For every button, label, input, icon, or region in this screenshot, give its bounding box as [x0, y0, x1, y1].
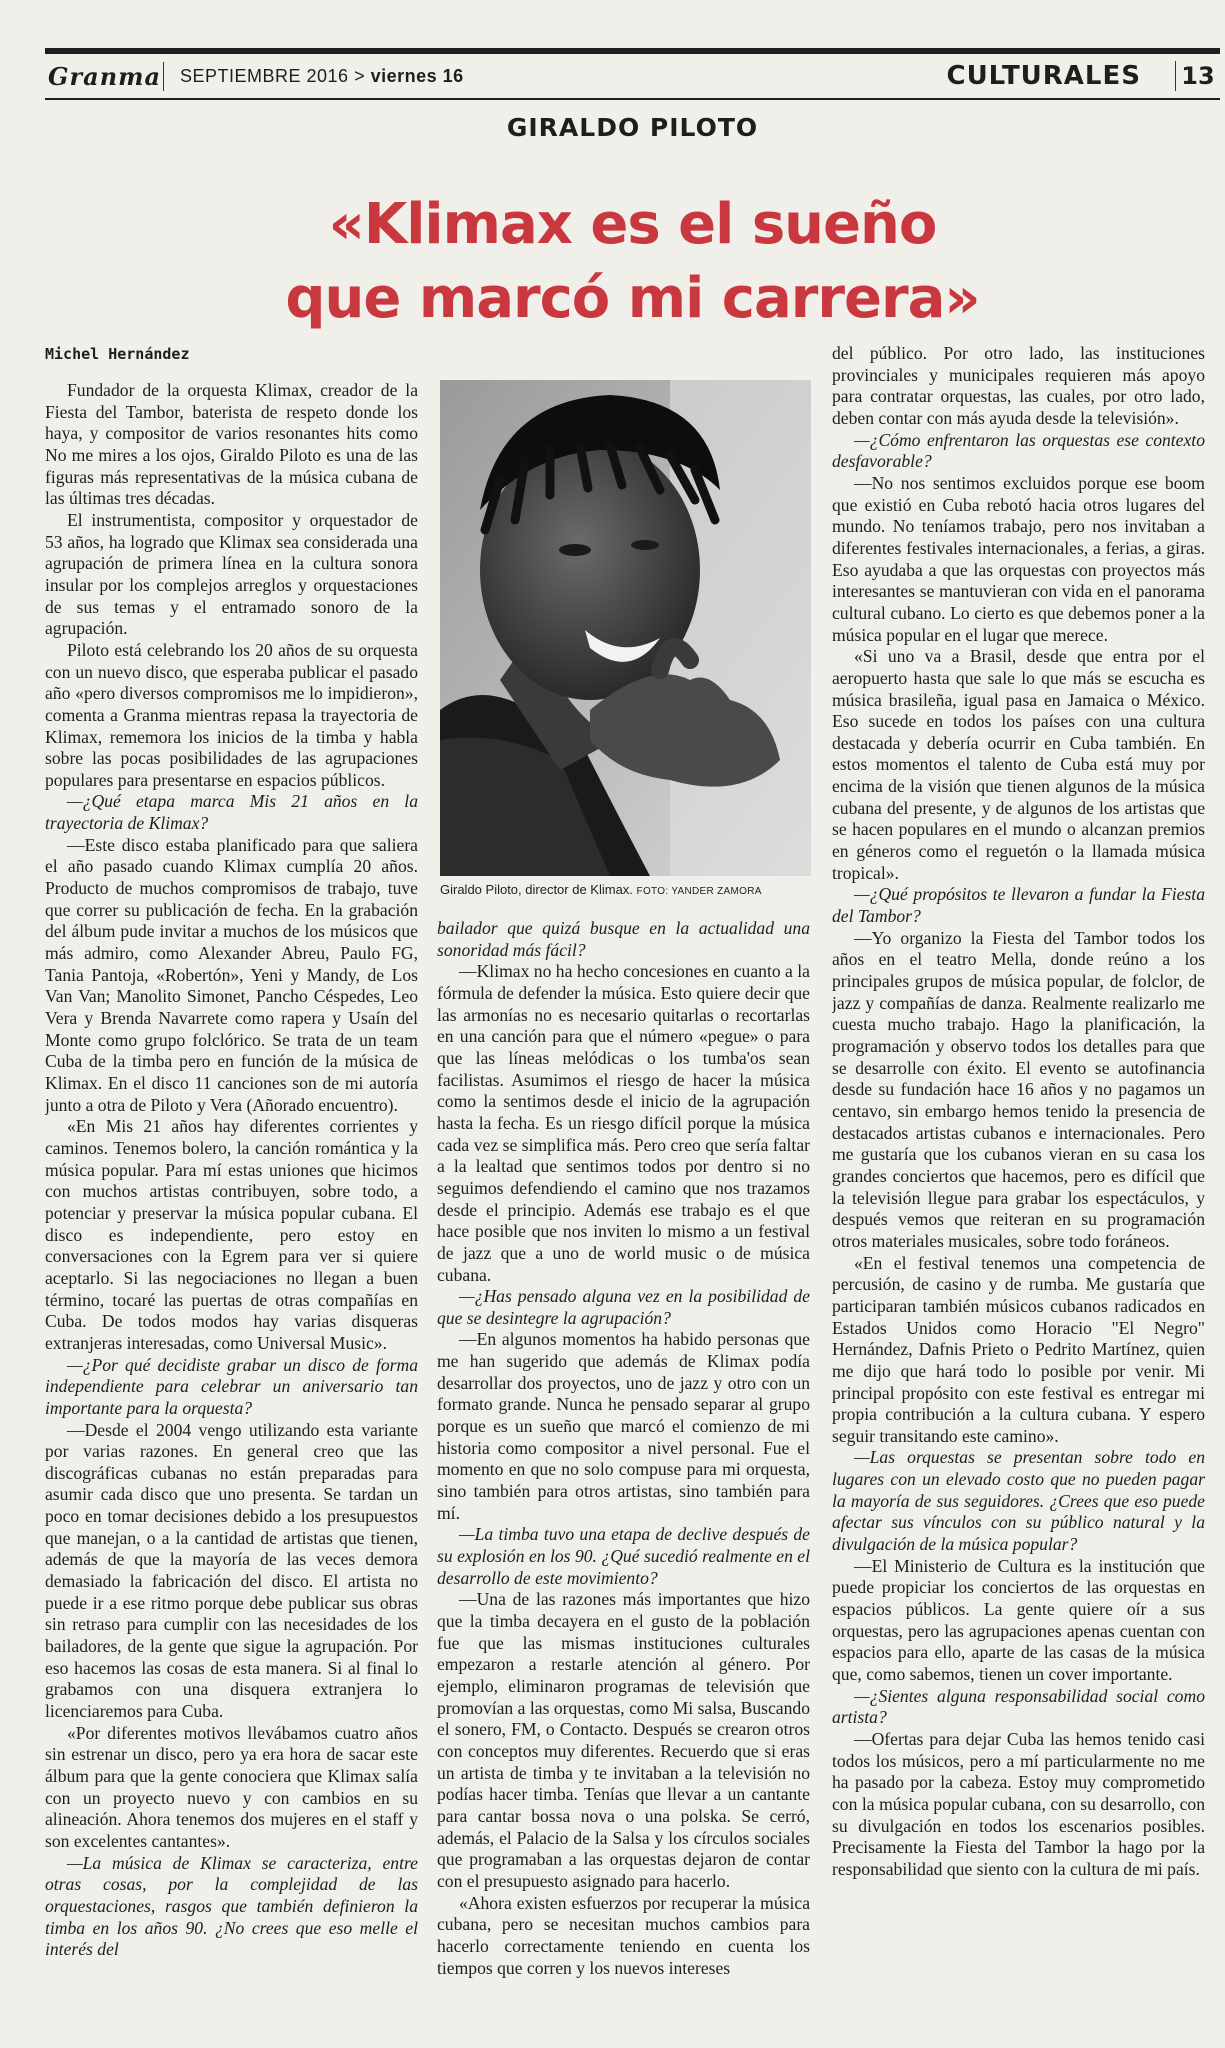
article-paragraph: Fundador de la orquesta Klimax, creador de la Fiesta del Tambor, baterista de respeto donde los haya, y compositor de varios resonantes hits como No me mires a los ojos, Giraldo Piloto es una de las figuras más representativas de la música cubana de las últimas tres décadas.	[45, 380, 418, 509]
issue-date	[164, 66, 946, 87]
article-paragraph: —El Ministerio de Cultura es la institución que puede propiciar los conciertos de las orquestas en espacios públicos. La gente quiere oír a sus orquestas, pero las agrupaciones apenas cuentan con espacios para ello, aparte de las casas de la música que, como sabemos, tienen un cover importante.	[832, 1555, 1205, 1685]
interview-question: —La timba tuvo una etapa de declive después de su explosión en los 90. ¿Qué sucedió realmente en el desarrollo de este movimiento?	[437, 1524, 810, 1588]
article-paragraph: —No nos sentimos excluidos porque ese boom que existió en Cuba rebotó hacia otros lugares del mundo. No teníamos trabajo, pero nos invitaban a diferentes festivales internacionales, a ferias, a giras. Eso ayudaba a que las orquestas con proyectos más interesantes se mantuvieran con vida en el panorama cultural cubano. Lo cierto es que debemos poner a la música popular en el lugar que merece.	[832, 472, 1205, 645]
article-paragraph: —Una de las razones más importantes que hizo que la timba decayera en el gusto de la población fue que las mismas instituciones culturales empezaron a restarle atención al género. Por ejemplo, eliminaron programas de televisión que promovían a las orquestas, como Mi salsa, Buscando el sonero, FM, o Contacto. Después se crearon otros con conceptos muy diferentes. Recuerdo que si eras un artista de timba y te invitaban a la televisión no podías hacer timba. Tenías que llevar a un cantante para cantar bossa nova o una polska. Se cerró, además, el Palacio de la Salsa y los círculos sociales que programaban a las orquestas dejaron de contar con el presupuesto asignado para hacerlo.	[437, 1589, 810, 1891]
article-kicker: GIRALDO PILOTO	[506, 113, 759, 142]
article-paragraph: «Por diferentes motivos llevábamos cuatro años sin estrenar un disco, pero ya era hora de sacar este álbum para que la gente conociera que Klimax salía con un proyecto nuevo y con cambios en su alineación. Ahora tenemos dos mujeres en el staff y son excelentes cantantes».	[45, 1722, 418, 1851]
article-paragraph: del público. Por otro lado, las instituciones provinciales y municipales requieren más apoyo para contratar orquestas, las cuales, por otro lado, deben contar con más ayuda desde la televisión».	[832, 343, 1205, 428]
interview-question: —¿Qué etapa marca Mis 21 años en la trayectoria de Klimax?	[45, 791, 418, 834]
photo-credit: FOTO: YANDER ZAMORA	[636, 886, 762, 897]
article-paragraph: —En algunos momentos ha habido personas que me han sugerido que además de Klimax podía desarrollar dos proyectos, uno de jazz y otro con un formato grande. Nunca he pensado separar al grupo porque es un sueño que marcó el comienzo de mi historia como compositor a nivel personal. Fue el momento en que no solo compuse para mi orquesta, sino también para otros artistas, sino también para mí.	[437, 1329, 810, 1523]
headline-line-2: que marcó mi carrera»	[285, 266, 980, 331]
article-photo	[440, 380, 811, 876]
article-paragraph: —Klimax no ha hecho concesiones en cuanto a la fórmula de defender la música. Esto quiere decir que las armonías no es necesario quitarlas o recortarlas en una canción para que el número «pegue» o para que las líneas melódicas o los tumba'os sean facilistas. Asumimos el riesgo de hacer la música como la sentimos desde el inicio de la agrupación hasta la fecha. Es un riesgo difícil porque la música cada vez se simplifica más. Pero creo que sería faltar a la lealtad que sentimos todos por dentro si no seguimos defendiendo el camino que nos trazamos desde el principio. Además ese trabajo es el que hace posible que nos inviten lo mismo a un festival de jazz que a uno de world music o de música cubana.	[437, 961, 810, 1285]
article-paragraph: «En el festival tenemos una competencia de percusión, de casino y de rumba. Me gustaría que participaran también músicos cubanos radicados en Estados Unidos como Horacio "El Negro" Hernández, Dafnis Prieto o Pedrito Martínez, quien me dijo que hará todo lo posible por venir. Mi principal propósito con este festival es entregar mi propia contribución a la cultura cubana. Y espero seguir transitando este camino».	[832, 1252, 1205, 1446]
issue-date-month: SEPTIEMBRE 2016 >	[180, 65, 366, 86]
article-paragraph: —Yo organizo la Fiesta del Tambor todos los años en el teatro Mella, donde reúno a los principales grupos de música popular, de folclor, de jazz y compañías de danza. Realmente realizarlo me cuesta mucho trabajo. Hago la planificación, la programación y observo todos los detalles para que se desarrolle con éxito. El evento se autofinancia desde su fundación hace 16 años y no pagamos un centavo, sin embargo hemos tenido la presencia de destacados artistas cubanos e internacionales. Pero me gustaría que los cubanos vieran en su casa los grandes conciertos que hacemos, pero es difícil que la televisión llegue para grabar los espectáculos, y después vemos que reiteran en su programación otros materiales musicales, sobre todo foráneos.	[832, 927, 1205, 1251]
interview-question: —¿Cómo enfrentaron las orquestas ese contexto desfavorable?	[832, 429, 1205, 472]
article-paragraph: —Este disco estaba planificado para que saliera el año pasado cuando Klimax cumplía 20 años. Producto de muchos compromisos de trabajo, tuve que correr su publicación de fecha. En la grabación del álbum pude invitar a muchos de los músicos que más admiro, como Alexander Abreu, Paulo FG, Tania Pantoja, «Robertón», Yeni y Mandy, de Los Van Van; Manolito Simonet, Pancho Céspedes, Leo Vera y Brenda Navarrete como rapera y Usaín del Monte como grupo folclórico. Se trata de un team Cuba de la timba pero en función de la música de Klimax. En el disco 11 canciones son de mi autoría junto a otra de Piloto y Vera (Añorado encuentro).	[45, 834, 418, 1115]
interview-question: —¿Sientes alguna responsabilidad social como artista?	[832, 1685, 1205, 1728]
article-paragraph: «En Mis 21 años hay diferentes corrientes y caminos. Tenemos bolero, la canción romántica y la música popular. Para mí estas uniones que hicimos con muchos artistas contribuyen, sobre todo, a potenciar y preservar la música popular cubana. El disco es independiente, pero estoy en conversaciones con la Egrem para ver si quiere aceptarlo. Si las negociaciones no llegan a buen término, tocaré las puertas de otras compañías en Cuba. De todos modos hay varias disqueras extranjeras interesadas, como Universal Music».	[45, 1116, 418, 1353]
section-title: CULTURALES	[946, 61, 1176, 91]
interview-question: —Las orquestas se presentan sobre todo en lugares con un elevado costo que no pueden pagar la mayoría de sus seguidores. ¿Crees que eso puede afectar sus vínculos con su público natural y la divulgación de la música popular?	[832, 1447, 1205, 1555]
interview-question: bailador que quizá busque en la actualidad una sonoridad más fácil?	[437, 918, 810, 960]
photo-caption-text: Giraldo Piloto, director de Klimax.	[440, 882, 633, 897]
article-byline: Michel Hernández	[45, 345, 190, 363]
article-paragraph: Piloto está celebrando los 20 años de su orquesta con un nuevo disco, que esperaba publicar el pasado año «pero diversos compromisos me lo impidieron», comenta a Granma mientras repasa la trayectoria de Klimax, rememora los inicios de la timba y habla sobre las pocas posibilidades de las agrupaciones populares para presentarse en espacios públicos.	[45, 639, 418, 790]
article-paragraph: —Ofertas para dejar Cuba las hemos tenido casi todos los músicos, pero a mí particularmente no me ha pasado por la cabeza. Estoy muy comprometido con la música popular cubana, con su desarrollo, con su divulgación en todos los escenarios posibles. Precisamente la Fiesta del Tambor la hago por la responsabilidad que siento con la cultura de mi país.	[832, 1729, 1205, 1879]
interview-question: —¿Has pensado alguna vez en la posibilidad de que se desintegre la agrupación?	[437, 1286, 810, 1328]
interview-question: —¿Qué propósitos te llevaron a fundar la Fiesta del Tambor?	[832, 884, 1205, 927]
issue-date-day: viernes 16	[370, 65, 464, 86]
article-headline	[45, 188, 1220, 336]
portrait-illustration	[440, 380, 811, 876]
article-paragraph: «Ahora existen esfuerzos por recuperar la música cubana, pero se necesitan muchos cambios para hacerlo correctamente teniendo en cuenta los tiempos que corren y los nuevos intereses	[437, 1892, 810, 1978]
article-paragraph: El instrumentista, compositor y orquestador de 53 años, ha logrado que Klimax sea considerada una agrupación de primera línea en la cultura sonora insular por los complejos arreglos y orquestaciones de sus temas y el entramado sonoro de la agrupación.	[45, 509, 418, 639]
photo-caption	[440, 882, 820, 897]
page-number: 13	[1181, 62, 1215, 90]
interview-question: —La música de Klimax se caracteriza, entre otras cosas, por la complejidad de las orquestaciones, rasgos que también definieron la timba en los años 90. ¿No crees que eso melle el interés del	[45, 1852, 418, 1960]
page-header	[45, 48, 1220, 100]
article-paragraph: «Si uno va a Brasil, desde que entra por el aeropuerto hasta que sale lo que más se escucha es música brasileña, igual pasa en Jamaica o México. Eso sucede en todos los países con una cultura destacada y debería ocurrir en Cuba también. En estos momentos el talento de Cuba está muy por encima de la visión que tienen algunos de la música cubana del presente, y de algunos de los artistas que se hacen populares en el mundo o alcanzan premios en géneros como el reguetón o la llamada música tropical».	[832, 646, 1205, 883]
newspaper-masthead: Granma	[45, 62, 164, 91]
article-column-1	[45, 380, 418, 2040]
article-paragraph: —Desde el 2004 vengo utilizando esta variante por varias razones. En general creo que las discográficas cubanas no están preparadas para asumir cada disco que uno presenta. Se tardan un poco en tomar decisiones debido a los presupuestos que manejan, o a la cantidad de artistas que tienen, además de que la mayoría de las veces demora demasiado la fabricación del disco. El artista no puede ir a ese ritmo porque debe publicar sus obras sin retraso para cumplir con las necesidades de los bailadores, de la gente que sigue la agrupación. Por eso hacemos las cosas de esta manera. Si al final lo grabamos con una disquera extranjera lo licenciaremos para Cuba.	[45, 1419, 418, 1722]
headline-line-1: «Klimax es el sueño	[328, 192, 937, 257]
article-column-2	[437, 918, 810, 2040]
article-column-3	[832, 343, 1205, 2040]
interview-question: —¿Por qué decidiste grabar un disco de forma independiente para celebrar un aniversario tan importante para la orquesta?	[45, 1354, 418, 1418]
